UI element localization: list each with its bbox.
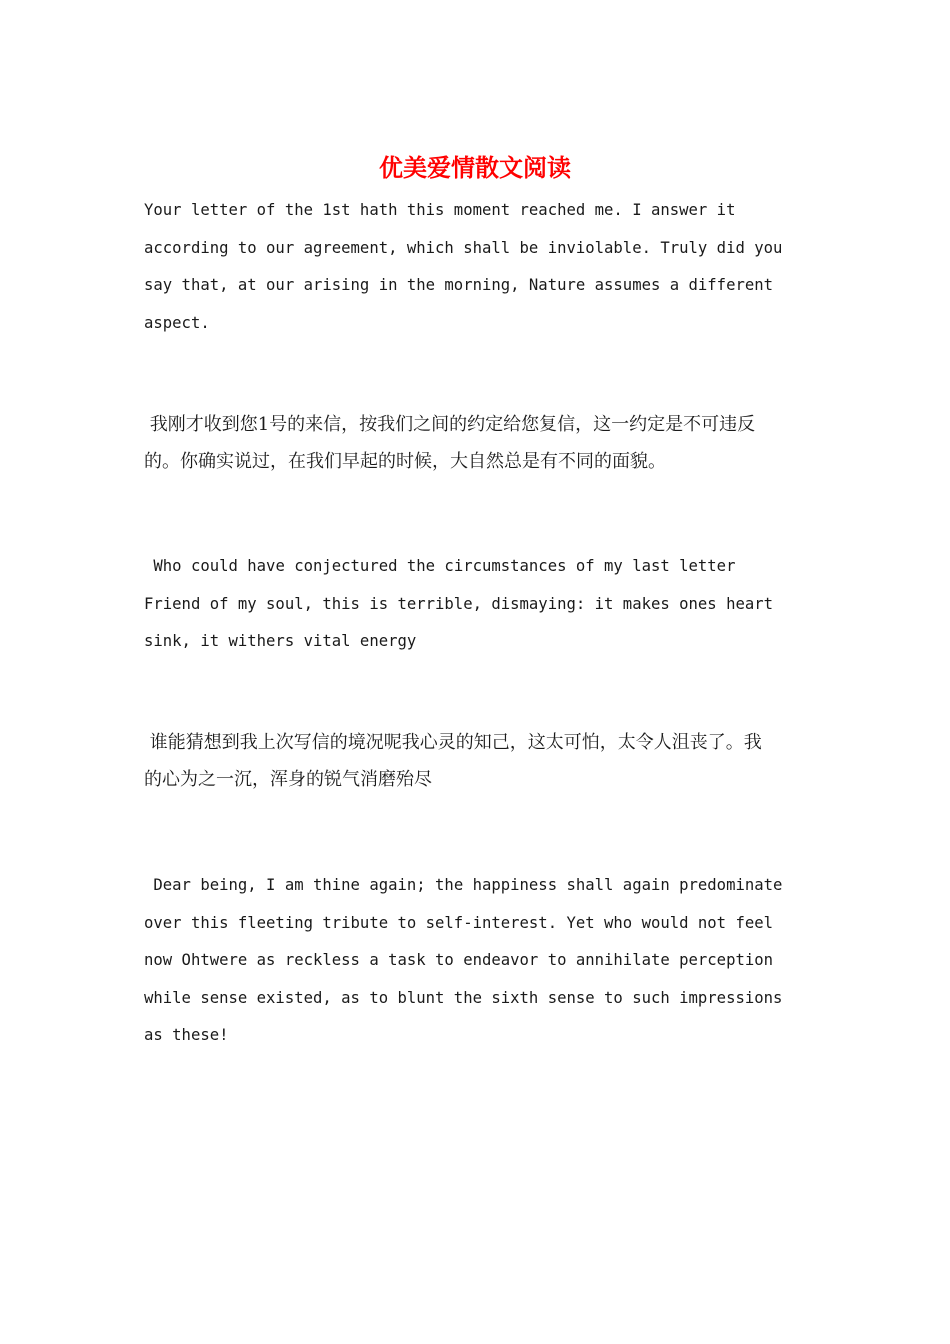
paragraph-english-1: Your letter of the 1st hath this moment reached me. I answer it according to our agreement, which shall be inviolable. Truly did you say that, at our arising in the morning, Nature assumes a different aspect. [144,201,783,332]
paragraph-chinese-1: 我刚才收到您1号的来信，按我们之间的约定给您复信，这一约定是不可违反 的。你确实说过，在我们早起的时候，大自然总是有不同的面貌。 [144,414,756,472]
paragraph-english-3: Dear being, I am thine again; the happiness shall again predominate over this fleeting tribute to self-interest. Yet who would not feel now Ohtwere as reckless a task to endeavor to annihilate perception while sense existed, as to blunt the sixth sense to such impressions as these! [144,876,783,1044]
paragraph-chinese-2: 谁能猜想到我上次写信的境况呢我心灵的知己，这太可怕，太令人沮丧了。我 的心为之一沉，浑身的锐气消磨殆尽 [144,732,762,790]
paragraph-english-2: Who could have conjectured the circumstances of my last letter Friend of my soul, this is terrible, dismaying: it makes ones heart sink, it withers vital energy [144,557,774,650]
document-title: 优美爱情散文阅读 [379,153,571,182]
